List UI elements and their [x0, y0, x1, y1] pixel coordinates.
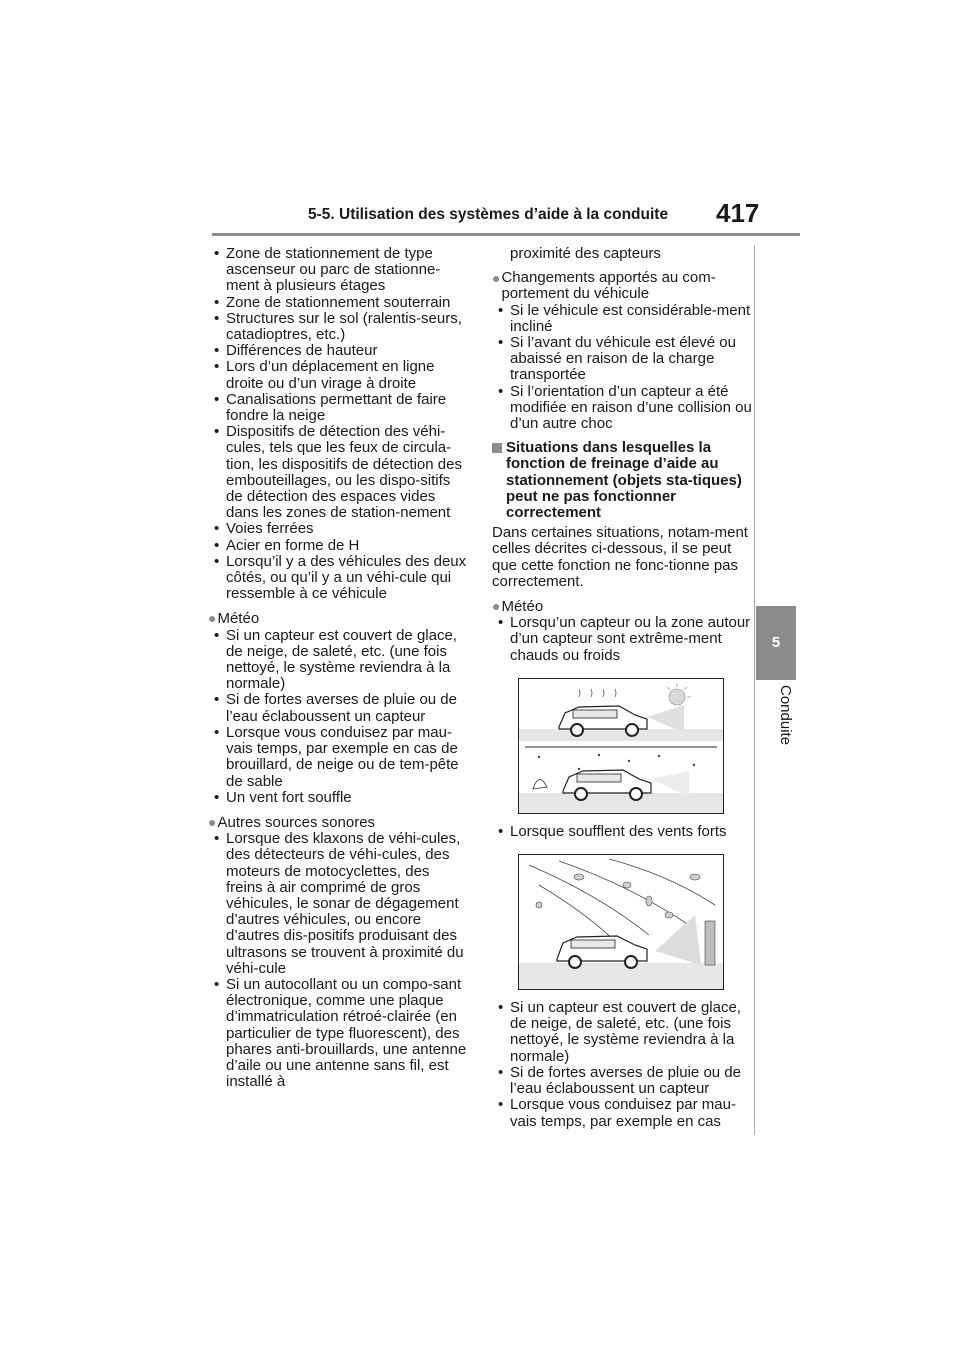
- weather-heading-text: Météo: [217, 610, 260, 628]
- circle-bullet-icon: ●: [208, 813, 217, 830]
- sound-heading-text: Autres sources sonores: [217, 813, 376, 831]
- left-column: [208, 246, 470, 1090]
- list-item: • Si de fortes averses de pluie ou de l’eau éclaboussent un capteur: [208, 692, 470, 724]
- behavior-heading: [492, 270, 754, 302]
- weather-list: [208, 628, 470, 806]
- weather-heading-text: Météo: [501, 598, 544, 616]
- chapter-tab: 5: [756, 606, 796, 680]
- list-item: • Dispositifs de détection des véhi-cules, tels que les feux de circula-tion, les dispositifs de détection des embouteillages, ou les dispo-sitifs de détection des espaces vides dans les zones de station-nement: [208, 424, 470, 521]
- behavior-list: [492, 303, 754, 433]
- list-item: • Si un capteur est couvert de glace, de neige, de saleté, etc. (une fois nettoyé, le système reviendra à la normale): [492, 1000, 754, 1065]
- right-column: [492, 246, 754, 1130]
- chapter-label: Conduite: [777, 685, 794, 746]
- list-item: • Voies ferrées: [208, 521, 470, 537]
- list-item: • Canalisations permettant de faire fondre la neige: [208, 392, 470, 424]
- list-item: • Zone de stationnement souterrain: [208, 295, 470, 311]
- list-item: • Structures sur le sol (ralentis-seurs, catadioptres, etc.): [208, 311, 470, 343]
- section-title: 5-5. Utilisation des systèmes d’aide à la conduite: [308, 206, 669, 223]
- sound-heading: [208, 814, 470, 831]
- situations-heading: [492, 440, 754, 521]
- list-item: • Zone de stationnement de type ascenseur ou parc de stationne-ment à plusieurs étages: [208, 246, 470, 295]
- list-item: • Lorsque vous conduisez par mau-vais temps, par exemple en cas: [492, 1097, 754, 1129]
- list-item: • Si un capteur est couvert de glace, de neige, de saleté, etc. (une fois nettoyé, le système reviendra à la normale): [208, 628, 470, 693]
- sound-list: [208, 831, 470, 1090]
- list-item: • Lorsque des klaxons de véhi-cules, des détecteurs de véhi-cules, des moteurs de motocyclettes, des freins à air comprimé de gros véhicules, le sonar de dégagement d’autres véhicules, ou encore d’autres dis-positifs produisant des ultrasons se trouvent à proximité du véhi-cule: [208, 831, 470, 977]
- list-item: • Lorsque vous conduisez par mau-vais temps, par exemple en cas de brouillard, de neige ou de tem-pête de sable: [208, 725, 470, 790]
- list-item: • Lorsque soufflent des vents forts: [492, 824, 754, 840]
- list-item: • Si le véhicule est considérable-ment incliné: [492, 303, 754, 335]
- list-item: • Si un autocollant ou un compo-sant électronique, comme une plaque d’immatriculation rétroé-clairée (en particulier de type fluorescent), des phares anti-brouillards, une antenne d’aile ou une antenne sans fil, est installé à: [208, 977, 470, 1090]
- list-item: • Différences de hauteur: [208, 343, 470, 359]
- continuation-text: proximité des capteurs: [510, 245, 661, 262]
- page-number: 417: [716, 198, 760, 228]
- hot-cold-scene-image: [519, 679, 723, 813]
- circle-bullet-icon: ●: [492, 598, 501, 615]
- situations-paragraph: Dans certaines situations, notam-ment celles décrites ci-dessous, il se peut que cette fonction ne fonc-tionne pas correctement.: [492, 524, 748, 590]
- weather-heading-right: [492, 598, 754, 615]
- wind-list: [492, 824, 754, 840]
- hot-cold-illustration: [518, 678, 724, 814]
- list-item: • Si l’avant du véhicule est élevé ou abaissé en raison de la charge transportée: [492, 335, 754, 384]
- list-item: • Un vent fort souffle: [208, 790, 470, 806]
- final-list: [492, 1000, 754, 1130]
- intro-list: [208, 246, 470, 602]
- behavior-heading-text: Changements apportés au com-portement du véhicule: [501, 269, 716, 303]
- header-rule: [212, 233, 800, 236]
- wind-scene-image: [519, 855, 723, 989]
- list-item: • Lors d’un déplacement en ligne droite ou d’un virage à droite: [208, 359, 470, 391]
- square-bullet-icon: [492, 443, 502, 453]
- wind-illustration: [518, 854, 724, 990]
- side-divider: [754, 245, 755, 1135]
- circle-bullet-icon: ●: [208, 610, 217, 627]
- weather-list-right: [492, 615, 754, 664]
- list-item: • Lorsqu’il y a des véhicules des deux côtés, ou qu’il y a un véhi-cule qui ressemble à ce véhicule: [208, 554, 470, 603]
- list-item: • Lorsqu’un capteur ou la zone autour d’un capteur sont extrême-ment chauds ou froids: [492, 615, 754, 664]
- circle-bullet-icon: ●: [492, 270, 501, 287]
- list-item: • Si l’orientation d’un capteur a été modifiée en raison d’une collision ou d’un autre choc: [492, 384, 754, 433]
- list-item: • Acier en forme de H: [208, 538, 470, 554]
- list-item: • Si de fortes averses de pluie ou de l’eau éclaboussent un capteur: [492, 1065, 754, 1097]
- situations-heading-text: Situations dans lesquelles la fonction de freinage d’aide au stationnement (objets sta-tiques) peut ne pas fonctionner correctement: [506, 439, 742, 522]
- weather-heading: [208, 610, 470, 627]
